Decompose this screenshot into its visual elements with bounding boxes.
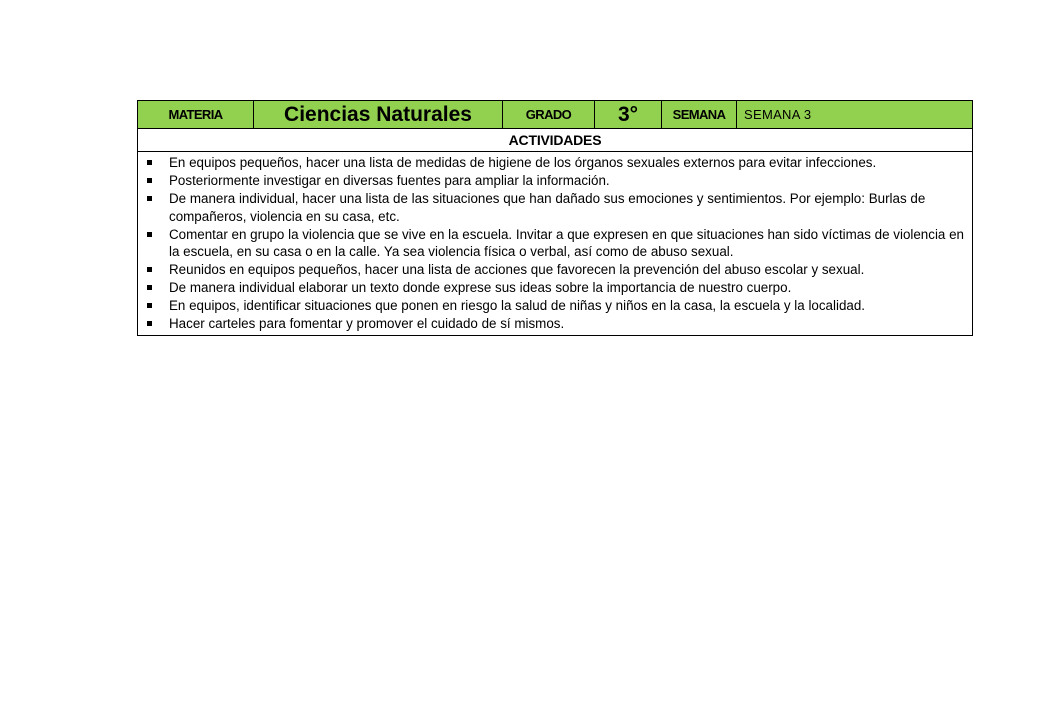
square-bullet-icon [147, 321, 152, 326]
activity-text: Comentar en grupo la violencia que se vive en la escuela. Invitar a que expresen en que situaciones han sido víctimas de violencia en la escuela, en su casa o en la calle. Ya sea violencia física o verbal, así como de abuso sexual. [169, 226, 964, 260]
activities-cell [138, 152, 973, 336]
activity-text: En equipos, identificar situaciones que ponen en riesgo la salud de niñas y niños en la casa, la escuela y la localidad. [169, 298, 866, 314]
list-item [146, 172, 966, 190]
grado-label: GRADO [503, 101, 595, 129]
square-bullet-icon [147, 267, 152, 272]
activity-text: De manera individual elaborar un texto donde exprese sus ideas sobre la importancia de nuestro cuerpo. [169, 280, 792, 296]
list-item [146, 297, 966, 315]
activity-text: En equipos pequeños, hacer una lista de medidas de higiene de los órganos sexuales externos para evitar infecciones. [169, 155, 877, 170]
list-item [146, 315, 966, 333]
materia-value: Ciencias Naturales [254, 101, 503, 129]
list-item [146, 190, 966, 225]
semana-value: SEMANA 3 [737, 101, 973, 129]
grado-value: 3° [595, 101, 662, 129]
activities-title: ACTIVIDADES [138, 129, 973, 152]
list-item [146, 154, 966, 172]
list-item [146, 279, 966, 297]
activity-text: De manera individual, hacer una lista de las situaciones que han dañado sus emociones y sentimientos. Por ejemplo: Burlas de compañeros, violencia en su casa, etc. [169, 190, 926, 224]
square-bullet-icon [147, 303, 152, 308]
header-row [138, 101, 973, 129]
list-item [146, 261, 966, 279]
square-bullet-icon [147, 285, 152, 290]
square-bullet-icon [147, 232, 152, 237]
planning-table [137, 100, 973, 336]
activity-text: Posteriormente investigar en diversas fuentes para ampliar la información. [169, 172, 610, 188]
semana-label: SEMANA [662, 101, 737, 129]
activity-text: Reunidos en equipos pequeños, hacer una lista de acciones que favorecen la prevención del abuso escolar y sexual. [169, 262, 865, 278]
materia-label: MATERIA [138, 101, 254, 129]
activities-body-row [138, 152, 973, 336]
square-bullet-icon [147, 178, 152, 183]
activities-title-row [138, 129, 973, 152]
list-item [146, 226, 966, 261]
activity-text: Hacer carteles para fomentar y promover el cuidado de sí mismos. [169, 316, 565, 332]
square-bullet-icon [147, 196, 152, 201]
activities-list [146, 154, 966, 333]
square-bullet-icon [147, 160, 152, 165]
